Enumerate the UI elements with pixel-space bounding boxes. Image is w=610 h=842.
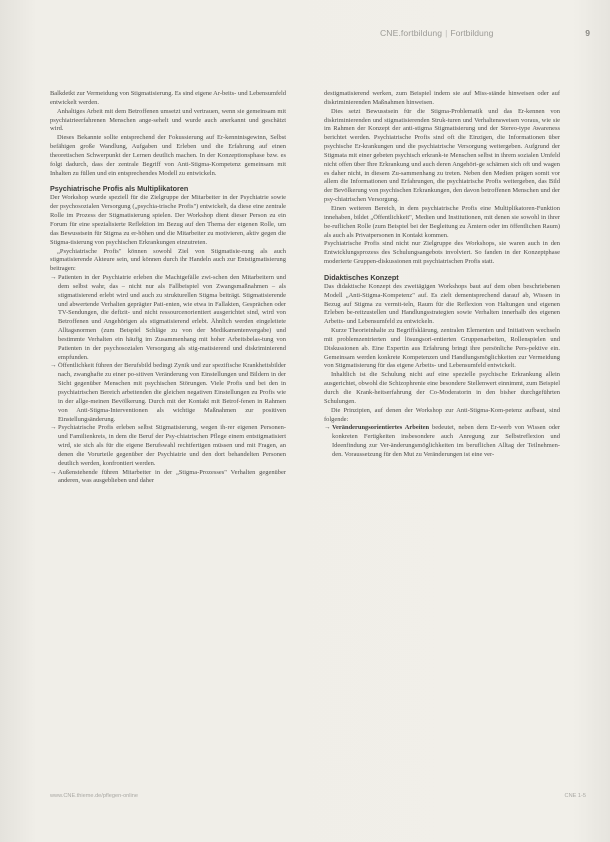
list-item bbox=[50, 362, 286, 424]
paragraph: Die Prinzipien, auf denen der Workshop zur Anti-Stigma-Kom-petenz aufbaut, sind folgende: bbox=[324, 406, 560, 423]
header-section: Fortbildung bbox=[450, 28, 494, 38]
right-text-column bbox=[324, 90, 560, 770]
section-heading: Psychiatrische Profis als Multiplikatoren bbox=[50, 184, 189, 194]
footer-url: www.CNE.thieme.de/pflegen-online bbox=[50, 793, 138, 799]
paragraph: Einen weiteren Bereich, in dem psychiatrische Profis eine Multiplikatoren-Funktion innehaben, bildet „Öffentlichkeit", Medien und Institutionen, mit denen sie sowohl in ihrer be-ruflichen Rolle (zum Beispiel bei der Begleitung zu Ämtern oder im öffentlichen Raum) als auch als Privatpersonen in Kontakt kommen. bbox=[324, 204, 560, 239]
list-item bbox=[50, 274, 286, 362]
list-item bbox=[324, 424, 560, 459]
list-item bbox=[50, 424, 286, 468]
paragraph: destigmatisierend werken, zum Beispiel indem sie auf Miss-stände hinweisen oder auf diskriminierenden Maßnahmen hinweisen. bbox=[324, 90, 560, 106]
running-header bbox=[380, 28, 590, 42]
list-item bbox=[50, 469, 286, 487]
header-title: CNE.fortbildung bbox=[380, 28, 443, 38]
paragraph: Das didaktische Konzept des zweitägigen Workshops baut auf dem oben beschriebenen Modell „Anti-Stigma-Kompetenz" auf. Es zielt dementsprechend darauf ab, Wissen in Bezug auf Stigma zu vermit-teln, Raum für die Reflexion von Haltungen und eigenen Erleben be-reitzustellen und Handlungsstrategien sowie Verhalten innerhalb des eigenen Arbeits- und Lebensumfeld zu entwickeln. bbox=[324, 282, 560, 326]
list-item-text: Öffentlichkeit führen der Berufsbild bedingt Zynik und zur spezifische Krankheitsbilder nach, zwanghafte zu einer po-sitiven Veränderung von Einstellungen und Bildern in der Sicht gegenüber Menschen mit psychischen Störungen. Viele Profis und bei den in psychiatrischen Bereich arbeitenden die gleichen negativen Einstellungen zu Profis wie in der allge-meinen Bevölkerung. Durch mit der Kontakt mit Betrof-fenen in Rahmen von Anti-Stigma-Interventionen als wichtige Maßnahmen zur positiven Einstellungsänderung. bbox=[58, 362, 286, 423]
paragraph: Dies setzt Bewusstsein für die Stigma-Problematik und das Er-kennen von diskriminierenden und stigmatisierenden Struk-turen und Verhaltensweisen voraus, wie sie im Rahmen der Konzept der anti-stigma Stigmatisierung und der Stereo-type Awareness berichtet werden. Psychiatrische Profis sind oft die Einzigen, die Informationen über psychische Er-krankungen und die psychiatrische Versorgung weitergeben. Aufgrund der Stigmata mit einer gebeten psychisch erkrank-te Menschen selbst in ihrem sozialen Umfeld nicht offen über Ihre Erkrankung und auch deren Angehöri-ge schämen sich oft und wagen es daher nicht, in diesem Zu-sammenhang zu treten. Neben den Medien prägen somit vor allem die Informationen und Erfahrungen, die psychiatrische Profis weitergeben, das Bild der Bevölkerung von psychischen Erkrankungen, den davon betroffenen Menschen und der psy-chiatrischen Versorgung. bbox=[324, 107, 560, 204]
list-item-text: Patienten in der Psychiatrie erleben die Machtgefälle zwi-schen den Mitarbeitern und dem selbst wahr, das – nicht nur als Fallbeispiel von Zwangsmaßnahmen – als stigmatisierend erlebt wird und auch zu strukturellen Stigma beiträgt. Stigmatisierende und abwertende Verhalten geprägter Pati-enten, wie etwa in Fallakten, Gesprächen oder TV-Sendungen, die defizit- und nicht ressourcenorientiert ausgerichtet sind, wird von Betroffenen und Angehörigen als stigmatisierend erlebt. Ähnlich werden eingeleitete Alltagsnormen (zum Beispiel Schläge zu von der Medikamentenvergabe) und bestimmte Verhalten ein häufig im Zusammenhang mit hoher Arbeitsbelas-tung von Patienten in der psychosozialen Versorgung als stig-matisierend und diskriminierend empfunden. bbox=[58, 274, 286, 361]
bullet-list bbox=[50, 274, 286, 486]
left-text-column bbox=[50, 90, 286, 770]
list-item-lead: Veränderungsorientiertes Arbeiten bbox=[332, 424, 430, 432]
page-footer bbox=[50, 793, 586, 803]
bullet-list bbox=[324, 424, 560, 459]
paragraph: Psychiatrische Profis sind nicht nur Zielgruppe des Workshops, sie waren auch in den Entwicklungsprozess des Schulungsangebots involviert. So fanden in der Konzeptphase moderierte Gruppen-diskussionen mit psychiatrischen Profis statt. bbox=[324, 240, 560, 266]
list-item-text: bedeutet, neben dem Er-werb von Wissen oder konkreten Fertigkeiten insbesondere auch Anregung zur Selbstreflexion und Ideenfindung zur Ver-änderungsmöglichkeiten im beruflichen Alltag der Teilnehmen-den. Voraussetzung für den Mut zu Veränderungen ist eine ver- bbox=[332, 424, 560, 458]
paragraph: Anhaltiges Arbeit mit dem Betroffenen umsetzt und vertrauen, wenn sie gemeinsam mit psychiatrieerfahrenen Menschen ange-sehelt und wurde auch anerkannt und geschätzt wird. bbox=[50, 107, 286, 133]
page-number: 9 bbox=[585, 28, 590, 38]
header-separator: | bbox=[445, 28, 448, 38]
paragraph: Dieses Bekannte sollte entsprechend der Fokussierung auf Er-kenntnisgewinn, Selbst befähigen große Wandlung, Aufgaben und Erleben und die Erfahrung auf einen theoretischen Schwerpunkt der Lernen deutlich machen. In der Konzeptionsphase bzw. es folgt dadurch, dass der zentrale Begriff von Anti-Stigma-Kompetenz gemeinsam mit Inhalten zu füllen und ein entsprechendes Modell zu entwickeln. bbox=[50, 134, 286, 177]
list-item-text: Außenstehende führen Mitarbeiter in der „Stigma-Prozesses" Verhalten gegenüber anderen, was ausgeblieben und daher bbox=[58, 468, 286, 485]
paragraph: Kurze Theorieinhalte zu Begriffsklärung, zentralen Elementen und Initiativen wechseln mit problemzentrierten und lösungsori-entierten Gruppenarbeiten, Rollenspielen und Diskussionen ab. Eine Expertin aus Erfahrung bringt ihre persönliche Pers-pektive ein. Gemeinsam werden konkrete Kompetenzen und Handlungsmöglichkeiten zur Vermeidung von Stigmatisierung für das eigene Arbeits- und Lebensumfeld entwickelt. bbox=[324, 327, 560, 370]
paragraph: Inhaltlich ist die Schulung nicht auf eine spezielle psychische Erkrankung allein ausgerichtet, obwohl die Schizophrenie eine besondere Stellenwert einnimmt, zum Beispiel durch die Krank-heitserfahrung der Co-Moderatorin in den bisher durchgeführten Schulungen. bbox=[324, 371, 560, 405]
footer-page-ref: CNE 1-5 bbox=[564, 793, 586, 799]
paragraph: Der Workshop wurde speziell für die Zielgruppe der Mitarbeiter in der Psychiatrie sowie der psychosozialen Versorgung („psychia-trische Profis") entwickelt, da diese eine zentrale Rolle im Prozess der Stigmatisierung spielen. Der Workshop dient dieser Person zu ein Forum für eine spezialisierte Reflektion im Bezug auf den Thema der eigenen Rolle, um das Bewusstsein für Stigma zu er-höhen und die Mitarbeiter zu motivieren, aktiv gegen die Stigma-tisierung von psychischen Erkrankungen einzutreten. bbox=[50, 194, 286, 246]
paragraph: „Psychiatrische Profis" können sowohl Ziel von Stigmatisie-rung als auch stigmatisierende Akteure sein, und können durch ihr Handeln auch zur Entstigmatisierung beitragen: bbox=[50, 247, 286, 273]
paragraph: Balkdetkt zur Vermeidung von Stigmatisierung. Es sind eigene Ar-beits- und Lebensumfeld entwickelt werden. bbox=[50, 90, 286, 106]
list-item-text: Psychiatrische Profis erleben selbst Stigmatisierung, wegen ih-rer eigenen Personen- und Familienkreis, in dem die Beruf der Psy-chiatrischen Pflege einem entstigmatisiert wird, sie sich als für die eigene Berufswahl rechtfertigen müssen und mit Fragen, an denen die Vorurteile gegenüber der Psychiatrie und den dort behandelten Personen deutlich werden, konfrontiert werden. bbox=[58, 424, 286, 467]
section-heading: Didaktisches Konzept bbox=[324, 272, 399, 282]
